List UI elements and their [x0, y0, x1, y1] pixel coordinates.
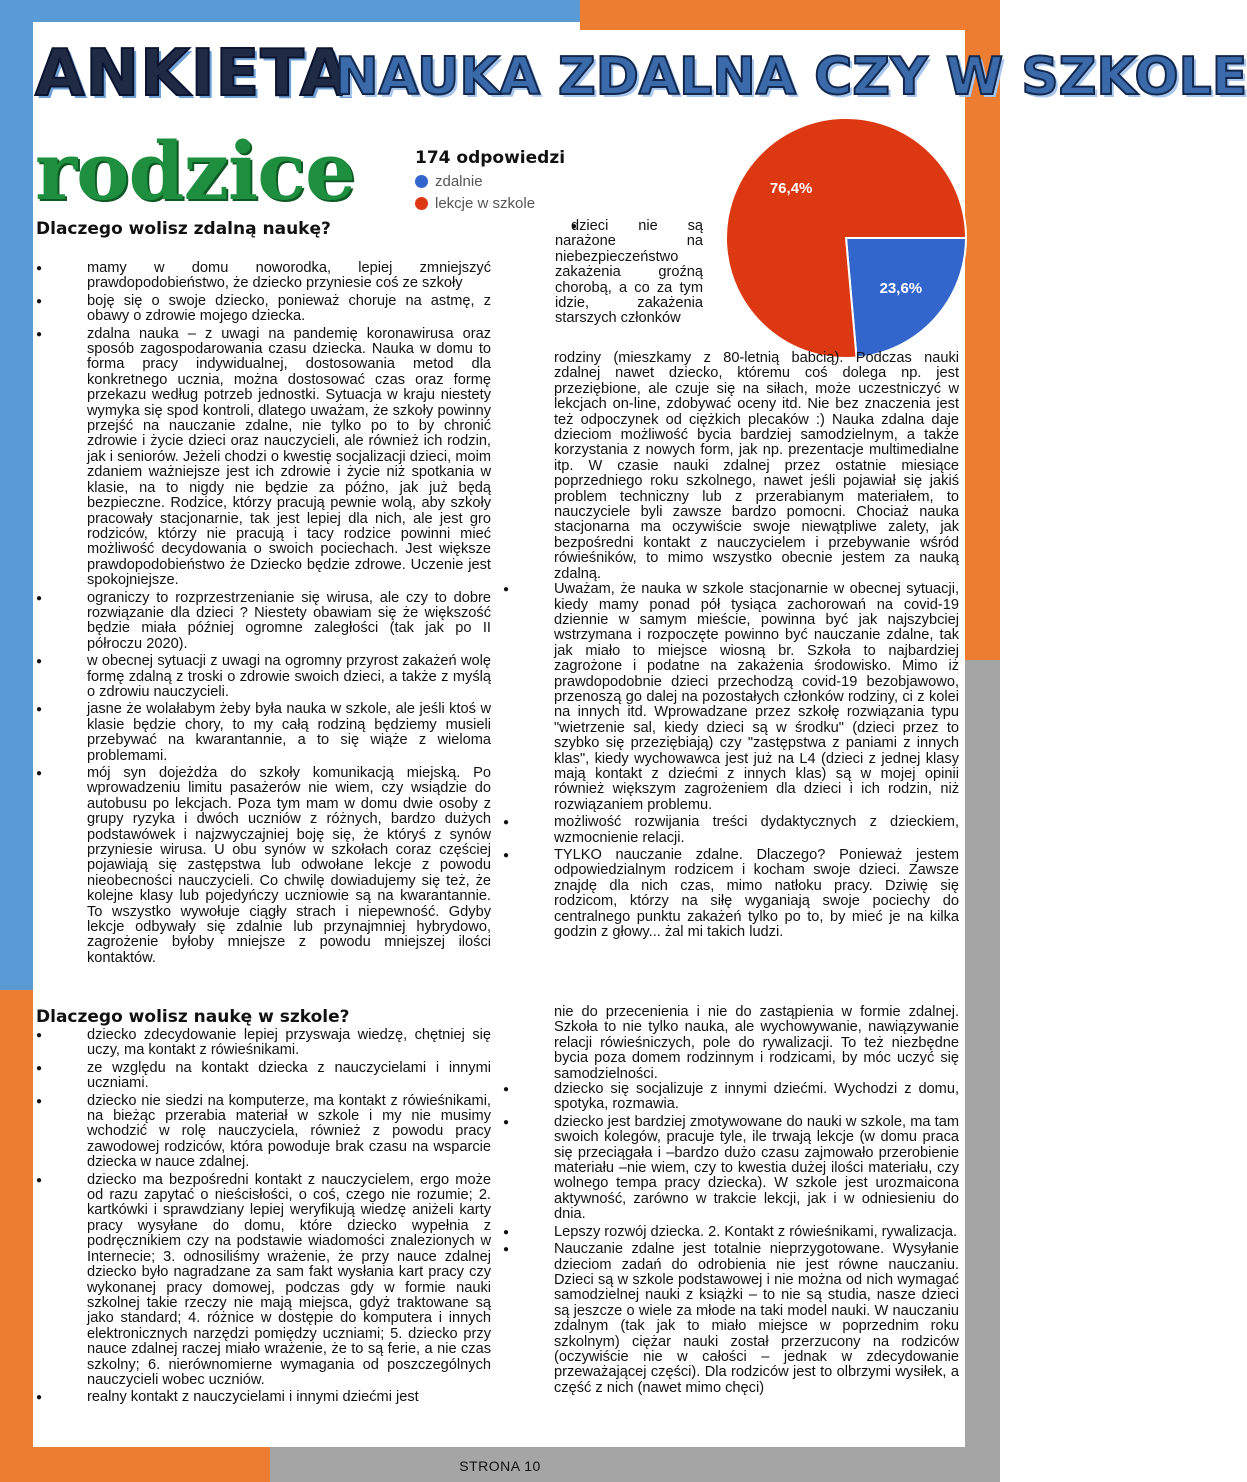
list-item: ● ze względu na kontakt dziecka z nauczycielami i innymi uczniami. [36, 1061, 491, 1092]
frame-orange-top [580, 0, 1000, 30]
legend-swatch-remote [415, 175, 428, 188]
remote-wrap-text [555, 219, 703, 329]
page-number: STRONA 10 [459, 1458, 541, 1474]
list-item: ● Nauczanie zdalne jest totalnie nieprzygotowane. Wysyłanie dzieciom zadań do odrobienia nie jest równe nauczaniu. Dzieci są w szkole podstawowej i nie można od nich wymagać samodzielnej nauki z książki – to nie są studia, nasze dzieci są jeszcze o wiele za młode na taki model nauki. W nauczaniu zdalnym (tak jak to miało miejsce w poprzednim roku szkolnym) ciężar nauki został przerzucony na rodziców (oczywiście nie w całości – jednak w zdecydowanie przeważającej części). Dla rodziców jest to olbrzymi wysiłek, a część z nich (nawet mimo chęci) [503, 1242, 959, 1396]
title-nauka-zdalna: NAUKA ZDALNA CZY W SZKOLE [335, 47, 1247, 107]
pie-label-remote: 23,6% [879, 280, 923, 298]
list-item: ● możliwość rozwijania treści dydaktycznych z dzieckiem, wzmocnienie relacji. [503, 815, 959, 846]
chart-legend [415, 148, 565, 214]
pie-label-school: 76,4% [769, 179, 813, 197]
legend-item-remote [415, 170, 565, 192]
list-item: ● mój syn dojeżdża do szkoły komunikacją miejską. Po wprowadzeniu limitu pasażerów nie wiem, czy wsiądzie do autobusu po lekcjach. Poza tym mam w domu dwie osoby z grupy ryzyka i dwóch uczniów z różnych, bardzo dużych podstawówek i najzwyczajniej boję się, że któryś z synów przyniesie wirusa. U obu synów w szkołach coraz częściej pojawiają się zastępstwa lub odwołane lekcje z powodu nieobecności nauczycieli. Co chwilę dowiadujemy się też, że kolejne klasy lub pojedyńczy uczniowie są na kwarantannie. To wszystko wywołuje ciągły strach i niepewność. Gdyby lekcje odbywały się zdalnie lub przynajmniej hybrydowo, zagrożenie byłoby mniejsze z powodu mniejszej ilości kontaktów. [36, 766, 491, 966]
title-ankieta: ANKIETA [35, 37, 351, 111]
list-item: ● Uważam, że nauka w szkole stacjonarnie w obecnej sytuacji, kiedy mamy ponad pół tysiąca zachorowań na covid-19 dziennie w samym mieście, powinna być jak najszybciej wstrzymana i rozpoczęte powinno być nauczanie zdalne, tak jak miało to miejsce wiosną br. Szkoła to najbardziej zagrożone i podatne na zakażenia środowisko. Mimo iż prawdopodobnie dzieci przechodzą covid-19 bezobjawowo, przenoszą go dalej na pozostałych członków rodziny, ci z kolei na innych itd. Wprowadzane przez szkołę rozwiązania typu "wietrzenie sal, kiedy dzieci są w środku" (dzieci przez to szybko się przeziębiają) czy "zastępstwa z paniami z innych klas", kiedy wychowawca jest już na L4 (dzieci z jednej klasy mają kontakt z dziećmi z innych klas) są w mojej opinii również większym zagrożeniem dla dzieci i ich rodzin, niż rozwiązaniem problemu. [503, 582, 959, 813]
remote-right-column [503, 351, 959, 942]
remote-right-paragraph: rodziny (mieszkamy z 80-letnią babcią). Podczas nauki zdalnej nawet dziecko, któremu coś dolega np. jest przeziębione, ale czuje się na siłach, może uczestniczyć w lekcjach on-line, zdobywać oceny itd. Nie bez znaczenia jest też odpoczynek od ciężkich plecaków :) Nauka zdalna daje dzieciom możliwość bycia bardziej samodzielnym, a także korzystania z nowych form, jak np. prezentacje multimedialne itp. W czasie nauki zdalnej przez ostatnie miesiące poprzedniego roku szkolnego, nawet jeśli pojawiał się jakiś problem techniczny lub z przerabianym materiałem, to nauczyciele byli zawsze bardzo pomocni. Chociaż nauka stacjonarna ma oczywiście swoje niewątpliwe zalety, jak bezpośredni kontakt z nauczycielem i przebywanie wśród rówieśników, to mimo wszystko obecnie jestem za nauką zdalną. [554, 350, 959, 582]
school-left-column [36, 1028, 491, 1408]
school-right-column [503, 1005, 959, 1398]
legend-swatch-school [415, 197, 428, 210]
frame-gray-right [965, 660, 1000, 1482]
subtitle-rodzice: rodzice [35, 124, 355, 218]
list-item: ● ograniczy to rozprzestrzenianie się wirusa, ale czy to dobre rozwiązanie dla dzieci ? Niestety obawiam się że większość będzie miała później ogromne zaległości (tak jak po II półroczu 2020). [36, 591, 491, 653]
frame-blue-left [0, 0, 33, 1000]
chart-title: 174 odpowiedzi [415, 148, 566, 168]
frame-orange-left [0, 990, 33, 1482]
legend-item-school [415, 192, 565, 214]
page-sheet [33, 33, 1247, 1447]
list-item: ● dziecko jest bardziej zmotywowane do nauki w szkole, ma tam swoich kolegów, pracuje tyle, ile trwają lekcje (w domu praca się przeciągała i –bardzo dużo czasu zajmowało przerobienie materiału –nie wiem, czy to kwestia dużej ilości materiału, czy wolnego tempa pracy dziecka). W szkole jest urozmaicona aktywność, zarówno w trakcie lekcji, jak i w odniesieniu do dnia. [503, 1115, 959, 1223]
list-item: ● dziecko się socjalizuje z innymi dziećmi. Wychodzi z domu, spotyka, rozmawia. [503, 1082, 959, 1113]
legend-label-school: lekcje w szkole [435, 194, 536, 212]
list-item: ● boję się o swoje dziecko, ponieważ choruje na astmę, z obawy o zdrowie mojego dziecka. [36, 294, 491, 325]
list-item: ● jasne że wolałabym żeby była nauka w szkole, ale jeśli ktoś w klasie będzie chory, to my całą rodziną będziemy musieli przebywać na kwarantannie, a to się wiąże z wieloma problemami. [36, 702, 491, 764]
legend-label-remote: zdalnie [435, 172, 483, 190]
list-item: ● w obecnej sytuacji z uwagi na ogromny przyrost zakażeń wolę formę zdalną z troski o zdrowie swoich dzieci, a także z myślą o zdrowiu nauczycieli. [36, 654, 491, 700]
list-item: ● realny kontakt z nauczycielami i innymi dziećmi jest [36, 1390, 491, 1405]
pie-chart [721, 113, 971, 363]
list-item: ● dziecko ma bezpośredni kontakt z nauczycielem, ergo może od razu zapytać o nieścisłości, o coś, czego nie rozumie; 2. kartkówki i sprawdziany lepiej weryfikują wiedzę aniżeli karty pracy wysyłane do domu, które dziecko wypełnia z podręcznikiem czy na podstawie wiadomości znalezionych w Internecie; 3. odnosiliśmy wrażenie, że przy nauce zdalnej dziecko było nagradzane za sam fakt wysłania kart pracy czy wykonanej pracy domowej, podczas gdy w formie nauki szkolnej takie rzeczy nie mają miejsca, gdyż traktowane są jako standard; 4. różnice w dostępie do komputera i innych elektronicznych narzędzi pomiędzy uczniami; 5. dziecko przy nauce zdalnej raczej miało wrażenie, że to są ferie, a nie czas szkolny; 6. nierównomierne wymagania od poszczególnych nauczycieli wobec uczniów. [36, 1173, 491, 1389]
heading-school: Dlaczego wolisz naukę w szkole? [36, 1007, 350, 1027]
heading-remote: Dlaczego wolisz zdalną naukę? [36, 219, 331, 239]
list-item: ● dziecko zdecydowanie lepiej przyswaja wiedzę, chętniej się uczy, ma kontakt z rówieśnikami. [36, 1028, 491, 1059]
list-item: ● dziecko nie siedzi na komputerze, ma kontakt z rówieśnikami, na bieżąc przerabia materiał w szkole i my nie musimy wchodzić w rolę nauczyciela, również z powodu pracy zawodowej rodziców, która powoduje brak czasu na wsparcie dziecka w nauce zdalnej. [36, 1094, 491, 1171]
school-right-paragraph: nie do przecenienia i nie do zastąpienia w formie zdalnej. Szkoła to nie tylko nauka, ale wychowywanie, nawiązywanie relacji rówieśniczych, pole do rywalizacji. To też niezbędne bycia poza domem rodzinnym i rodzicami, by móc uczyć się samodzielności. [554, 1004, 959, 1082]
pie-slice-remote [846, 238, 966, 358]
list-item: ● Lepszy rozwój dziecka. 2. Kontakt z rówieśnikami, rywalizacja. [503, 1225, 959, 1240]
remote-left-column [36, 261, 491, 968]
list-item: ● zdalna nauka – z uwagi na pandemię koronawirusa oraz sposób zagospodarowania czasu dziecka. Nauka w domu to forma pracy indywidualnej, dostosowania metod dla konkretnego ucznia, można dostosować czas oraz formę przekazu według potrzeb jednostki. Sytuacja w kraju niestety wymyka się spod kontroli, dlatego uważam, że szkoły powinny przejść na nauczanie zdalne, nie tylko po to by chronić zdrowie i życie dzieci oraz nauczycieli, ale również ich rodzin, jak i seniorów. Jeżeli chodzi o kwestię socjalizacji dzieci, moim zdaniem ważniejsze jest ich zdrowie i życie niż spotkania w klasie, na to nigdy nie będzie za późno, jak już będą bezpieczne. Rodzice, którzy pracują pewnie wolą, aby szkoły pracowały stacjonarnie, tak jest lepiej dla nich, ale jest gro rodziców, którzy nie pracują i tacy rodzice powinni mieć możliwość decydowania o swoich pociechach. Jest większe prawdopodobieństwo że Dziecko będzie zdrowe. Uczenie jest spokojniejsze. [36, 327, 491, 589]
list-item: ● mamy w domu noworodka, lepiej zmniejszyć prawdopodobieństwo, że dziecko przyniesie coś ze szkoły [36, 261, 491, 292]
list-item: ● dzieci nie są narażone na niebezpieczeństwo zakażenia groźną chorobą, a co za tym idzie, zakażenia starszych członków [555, 219, 703, 327]
list-item: ● TYLKO nauczanie zdalne. Dlaczego? Ponieważ jestem odpowiedzialnym rodzicem i kocham swoje dzieci. Zawsze znajdę dla nich czas, mimo natłoku pracy. Dziwię się rodzicom, którzy na siłę wyganiają swoje pociechy do centralnego punktu zakażeń tylko po to, by mieć je na kilka godzin z głowy... żal mi takich ludzi. [503, 848, 959, 940]
